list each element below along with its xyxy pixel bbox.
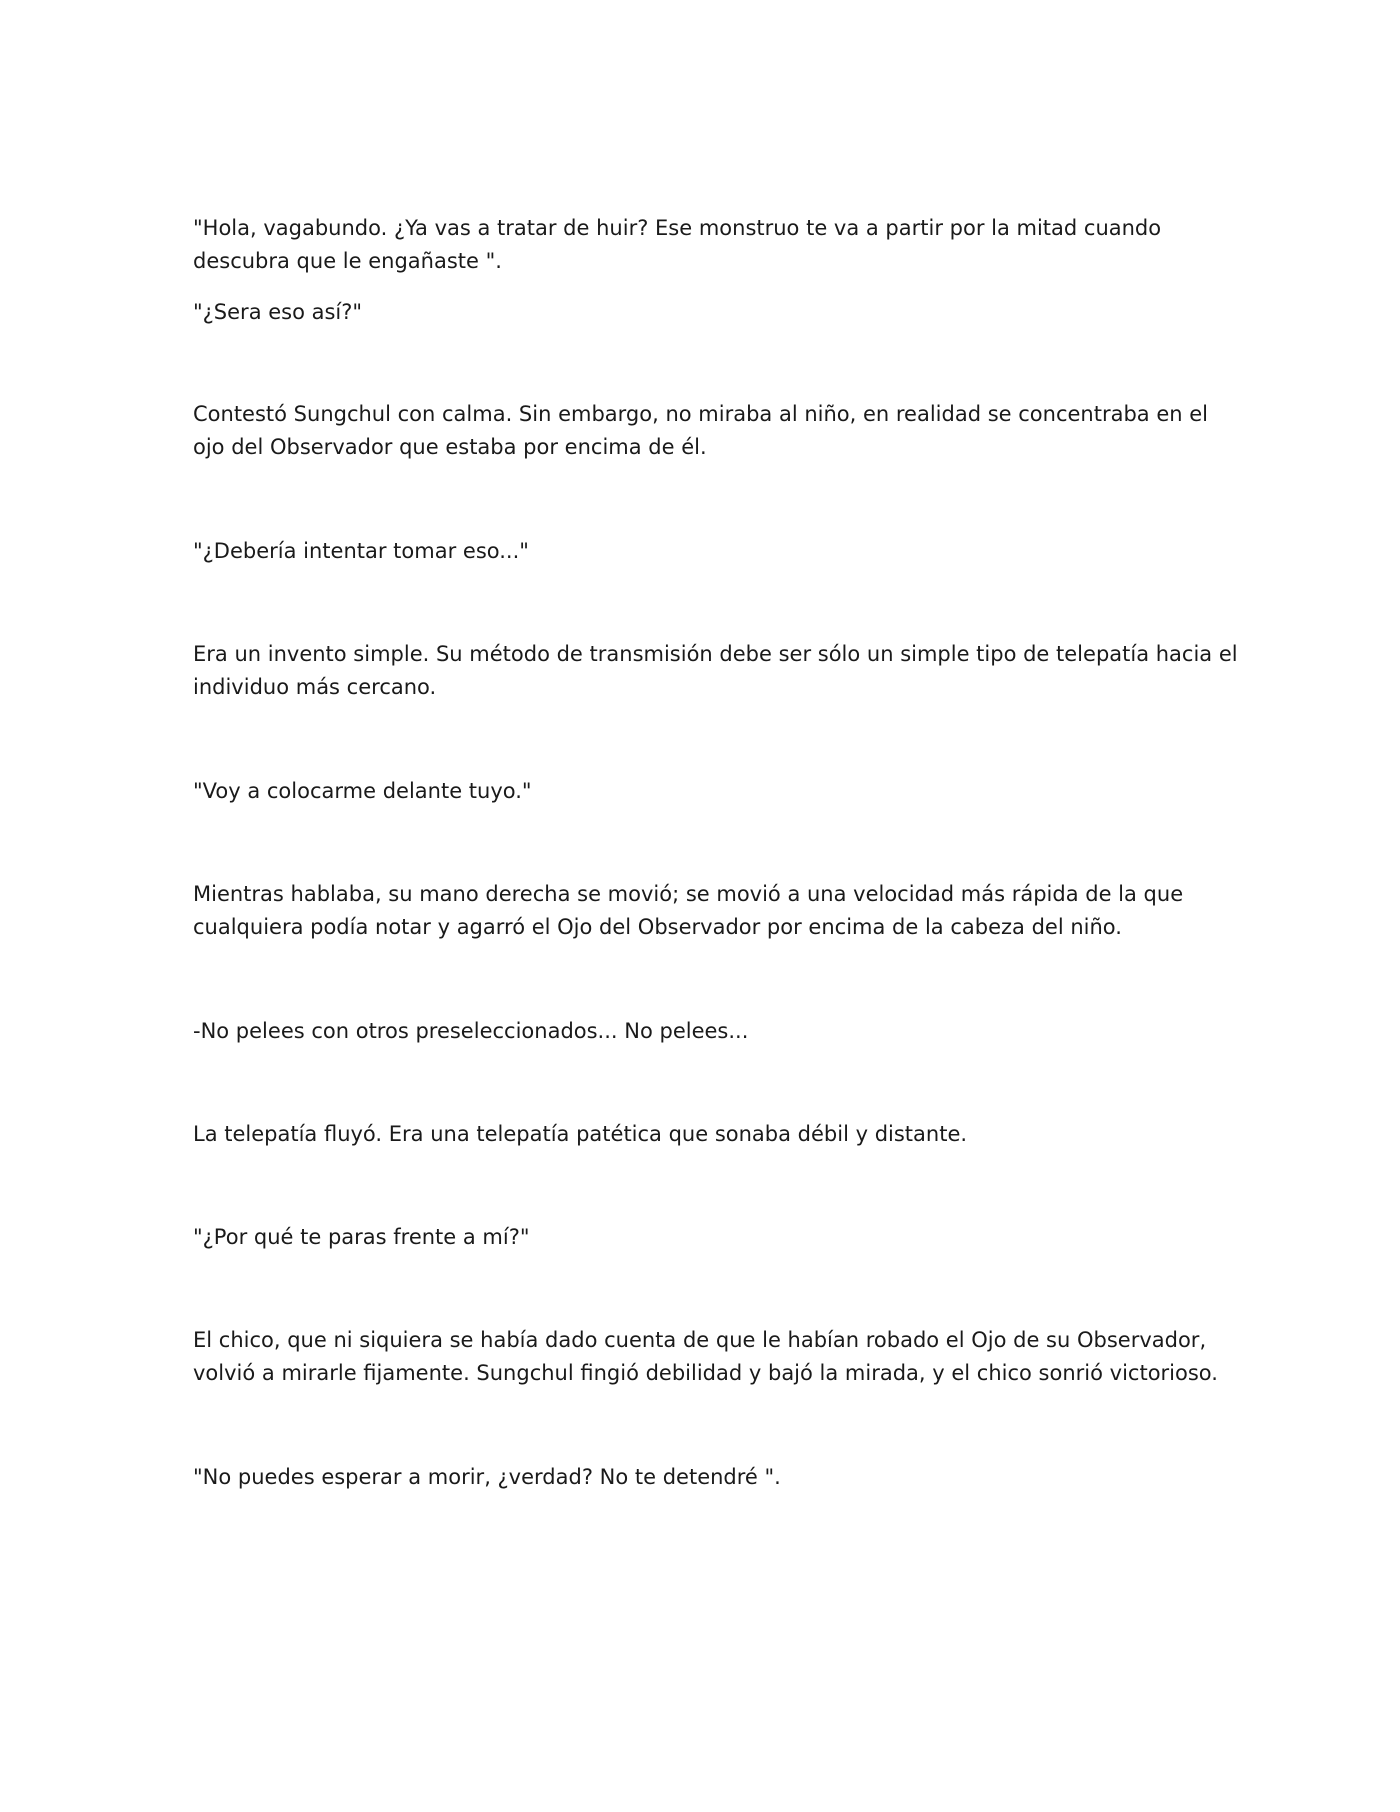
paragraph-1	[193, 212, 1223, 278]
paragraph-12	[193, 1461, 1223, 1494]
paragraph-2-line-1: "¿Sera eso así?"	[193, 300, 363, 324]
paragraph-7-line-1: Mientras hablaba, su mano derecha se movió; se movió a una velocidad más rápida de la que	[193, 882, 1184, 906]
paragraph-10	[193, 1221, 1223, 1254]
paragraph-5-line-1: Era un invento simple. Su método de transmisión debe ser sólo un simple tipo de telepatía hacia el	[193, 642, 1238, 666]
paragraph-4	[193, 535, 1223, 568]
paragraph-6	[193, 775, 1223, 808]
paragraph-5-line-2: individuo más cercano.	[193, 675, 437, 699]
paragraph-11-line-1: El chico, que ni siquiera se había dado cuenta de que le habían robado el Ojo de su Observador,	[193, 1328, 1207, 1352]
paragraph-1-line-1: "Hola, vagabundo. ¿Ya vas a tratar de huir? Ese monstruo te va a partir por la mitad cuando	[193, 216, 1162, 240]
paragraph-9-line-1: La telepatía fluyó. Era una telepatía patética que sonaba débil y distante.	[193, 1122, 968, 1146]
paragraph-1-line-2: descubra que le engañaste ".	[193, 249, 502, 273]
paragraph-7-line-2: cualquiera podía notar y agarró el Ojo del Observador por encima de la cabeza del niño.	[193, 915, 1122, 939]
paragraph-9	[193, 1118, 1223, 1151]
paragraph-11	[193, 1324, 1223, 1390]
paragraph-2	[193, 296, 1223, 329]
paragraph-12-line-1: "No puedes esperar a morir, ¿verdad? No te detendré ".	[193, 1465, 781, 1489]
paragraph-6-line-1: "Voy a colocarme delante tuyo."	[193, 779, 532, 803]
paragraph-3	[193, 398, 1223, 464]
paragraph-8	[193, 1015, 1223, 1048]
paragraph-11-line-2: volvió a mirarle fijamente. Sungchul fingió debilidad y bajó la mirada, y el chico sonrió victorioso.	[193, 1361, 1218, 1385]
paragraph-3-line-2: ojo del Observador que estaba por encima de él.	[193, 435, 707, 459]
paragraph-3-line-1: Contestó Sungchul con calma. Sin embargo, no miraba al niño, en realidad se concentraba en el	[193, 402, 1209, 426]
paragraph-8-line-1: -No pelees con otros preseleccionados... No pelees...	[193, 1019, 749, 1043]
paragraph-10-line-1: "¿Por qué te paras frente a mí?"	[193, 1225, 530, 1249]
paragraph-4-line-1: "¿Debería intentar tomar eso..."	[193, 539, 529, 563]
paragraph-5	[193, 638, 1238, 704]
paragraph-7	[193, 878, 1223, 944]
